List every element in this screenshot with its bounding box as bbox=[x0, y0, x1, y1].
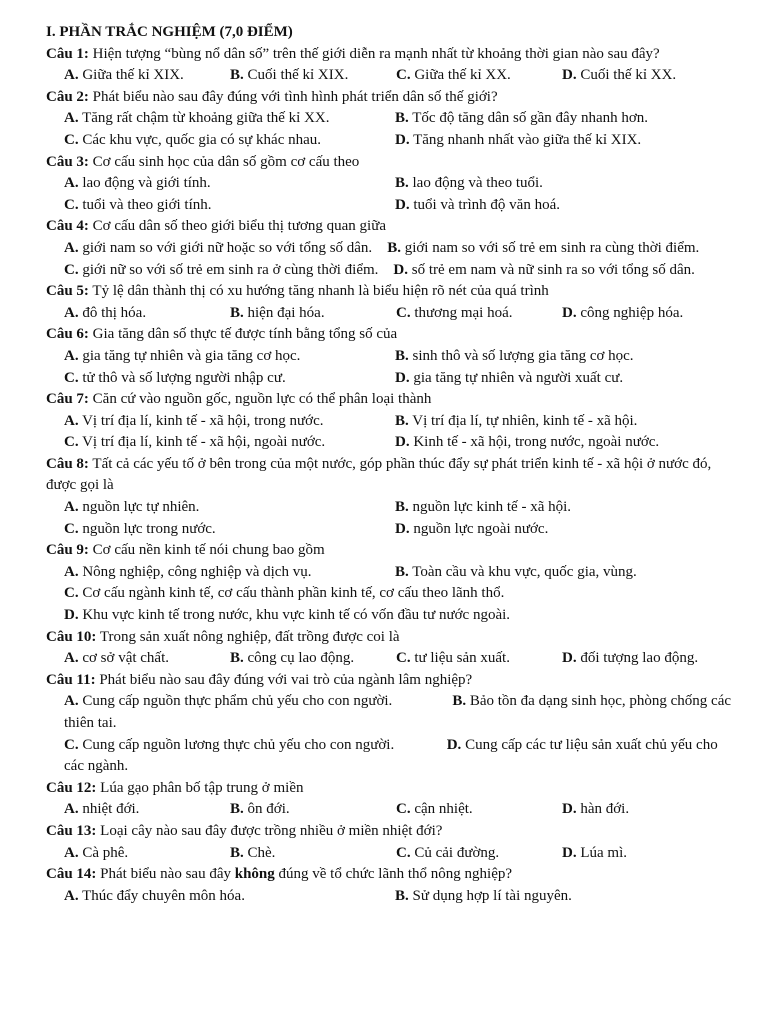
option-b: B. giới nam so với số trẻ em sinh ra cùng thời điểm. bbox=[387, 239, 700, 256]
option-c: C. Vị trí địa lí, kinh tế - xã hội, ngoài nước. bbox=[64, 434, 326, 451]
option-d: D. Khu vực kinh tế trong nước, khu vực kinh tế có vốn đầu tư nước ngoài. bbox=[64, 607, 511, 624]
option-d: D. Tăng nhanh nhất vào giữa thế kỉ XIX. bbox=[395, 131, 642, 148]
question-number: Câu 13: bbox=[46, 822, 97, 839]
option-d: D. số trẻ em nam và nữ sinh ra so với tổng số dân. bbox=[393, 261, 695, 278]
question-text: Phát biểu nào sau đây đúng với vai trò của ngành lâm nghiệp? bbox=[99, 671, 473, 688]
question-3 bbox=[46, 152, 740, 174]
option-a: A. cơ sở vật chất. bbox=[64, 650, 170, 667]
options-row bbox=[46, 411, 740, 433]
question-text: Loại cây nào sau đây được trồng nhiều ở miền nhiệt đới? bbox=[100, 822, 443, 839]
option-d: D. Cuối thế kỉ XX. bbox=[562, 67, 677, 84]
option-d: D. hàn đới. bbox=[562, 801, 630, 818]
option-a: A. Giữa thế kỉ XIX. bbox=[64, 67, 184, 84]
options-row bbox=[46, 648, 740, 670]
question-number: Câu 9: bbox=[46, 542, 89, 559]
question-text: Gia tăng dân số thực tế được tính bằng tổng số của bbox=[92, 326, 398, 343]
option-b: B. Bảo tồn đa dạng sinh học, phòng chống các thiên tai. bbox=[64, 693, 732, 731]
option-b: B. hiện đại hóa. bbox=[230, 304, 325, 321]
options-row bbox=[46, 562, 740, 584]
option-a: A. gia tăng tự nhiên và gia tăng cơ học. bbox=[64, 347, 301, 364]
option-c: C. cận nhiệt. bbox=[396, 801, 473, 818]
options-flow bbox=[46, 691, 740, 734]
question-number: Câu 10: bbox=[46, 628, 97, 645]
option-b: B. công cụ lao động. bbox=[230, 650, 355, 667]
question-number: Câu 11: bbox=[46, 671, 96, 688]
option-b: B. sinh thô và số lượng gia tăng cơ học. bbox=[395, 347, 634, 364]
question-12 bbox=[46, 778, 740, 800]
options-row bbox=[46, 497, 740, 519]
question-text: Cơ cấu nền kinh tế nói chung bao gồm bbox=[92, 542, 325, 559]
option-a: A. đô thị hóa. bbox=[64, 304, 147, 321]
options-row bbox=[46, 65, 740, 87]
option-b: B. Cuối thế kỉ XIX. bbox=[230, 67, 349, 84]
question-text: Phát biểu nào sau đây đúng với tình hình phát triển dân số thế giới? bbox=[92, 88, 498, 105]
option-a: A. Nông nghiệp, công nghiệp và dịch vụ. bbox=[64, 563, 312, 580]
question-text: Cơ cấu dân số theo giới biểu thị tương quan giữa bbox=[92, 218, 387, 235]
options-row bbox=[46, 346, 740, 368]
option-b: B. Toàn cầu và khu vực, quốc gia, vùng. bbox=[395, 563, 637, 580]
question-text: Lúa gạo phân bố tập trung ở miền bbox=[100, 779, 304, 796]
options-row bbox=[46, 303, 740, 325]
question-text: Cơ cấu sinh học của dân số gồm cơ cấu theo bbox=[92, 153, 360, 170]
option-d: D. gia tăng tự nhiên và người xuất cư. bbox=[395, 369, 624, 386]
question-number: Câu 6: bbox=[46, 326, 89, 343]
option-c: C. Cung cấp nguồn lương thực chủ yếu cho con người. bbox=[64, 736, 395, 753]
option-c: C. thương mại hoá. bbox=[396, 304, 513, 321]
options-row bbox=[46, 173, 740, 195]
question-4 bbox=[46, 216, 740, 238]
question-text: Căn cứ vào nguồn gốc, nguồn lực có thể phân loại thành bbox=[92, 391, 432, 408]
question-13 bbox=[46, 821, 740, 843]
question-7 bbox=[46, 389, 740, 411]
question-text-before: Phát biểu nào sau đây bbox=[100, 866, 235, 883]
option-a: A. nguồn lực tự nhiên. bbox=[64, 499, 200, 516]
option-d: D. Lúa mì. bbox=[562, 844, 627, 861]
option-a: A. Cung cấp nguồn thực phẩm chủ yếu cho con người. bbox=[64, 693, 393, 710]
option-a: A. lao động và giới tính. bbox=[64, 175, 211, 192]
question-1 bbox=[46, 44, 740, 66]
question-text: Hiện tượng “bùng nổ dân số” trên thế giới diễn ra mạnh nhất từ khoảng thời gian nào sau đây? bbox=[92, 45, 660, 62]
option-d: D. nguồn lực ngoài nước. bbox=[395, 520, 549, 537]
option-d: D. Cung cấp các tư liệu sản xuất chủ yếu cho các ngành. bbox=[64, 736, 718, 775]
question-11 bbox=[46, 670, 740, 692]
option-b: B. Vị trí địa lí, tự nhiên, kinh tế - xã hội. bbox=[395, 412, 638, 429]
question-text-after: đúng về tổ chức lãnh thổ nông nghiệp? bbox=[274, 866, 513, 883]
option-a: A. Cà phê. bbox=[64, 844, 129, 861]
option-b: B. ôn đới. bbox=[230, 801, 290, 818]
question-number: Câu 8: bbox=[46, 455, 89, 472]
option-b: B. lao động và theo tuổi. bbox=[395, 175, 543, 192]
option-c: C. Giữa thế kỉ XX. bbox=[396, 67, 511, 84]
question-number: Câu 7: bbox=[46, 391, 89, 408]
option-b: B. Chè. bbox=[230, 844, 276, 861]
question-10 bbox=[46, 627, 740, 649]
option-c: C. Củ cải đường. bbox=[396, 844, 500, 861]
option-a: A. Vị trí địa lí, kinh tế - xã hội, trong nước. bbox=[64, 412, 324, 429]
option-c: C. tư liệu sản xuất. bbox=[396, 650, 510, 667]
options-flow bbox=[46, 260, 740, 282]
question-number: Câu 5: bbox=[46, 283, 89, 300]
question-number: Câu 1: bbox=[46, 45, 89, 62]
option-b: B. nguồn lực kinh tế - xã hội. bbox=[395, 499, 572, 516]
option-c: C. Cơ cấu ngành kinh tế, cơ cấu thành phần kinh tế, cơ cấu theo lãnh thổ. bbox=[64, 585, 505, 602]
option-c: C. giới nữ so với số trẻ em sinh ra ở cùng thời điểm. bbox=[64, 261, 379, 278]
options-row bbox=[46, 886, 740, 908]
question-text: Tất cả các yếu tố ở bên trong của một nước, góp phần thúc đẩy sự phát triển kinh tế - xã hội ở nước đó, được gọi là bbox=[46, 455, 712, 494]
option-c: C. tuổi và theo giới tính. bbox=[64, 196, 212, 213]
options-flow bbox=[46, 735, 740, 778]
question-number: Câu 2: bbox=[46, 88, 89, 105]
option-c: C. nguồn lực trong nước. bbox=[64, 520, 216, 537]
options-row bbox=[46, 130, 740, 152]
option-d: D. Kinh tế - xã hội, trong nước, ngoài nước. bbox=[395, 434, 660, 451]
options-row bbox=[46, 799, 740, 821]
option-c: C. Các khu vực, quốc gia có sự khác nhau. bbox=[64, 131, 322, 148]
question-8 bbox=[46, 454, 740, 497]
options-row bbox=[46, 843, 740, 865]
question-14 bbox=[46, 864, 740, 886]
question-text-emphasis: không bbox=[234, 866, 275, 883]
options-flow bbox=[46, 238, 740, 260]
question-number: Câu 14: bbox=[46, 866, 97, 883]
option-a: A. Tăng rất chậm từ khoảng giữa thế kỉ XX. bbox=[64, 110, 330, 127]
question-5 bbox=[46, 281, 740, 303]
options-row bbox=[46, 519, 740, 541]
question-text: Tỷ lệ dân thành thị có xu hướng tăng nhanh là biểu hiện rõ nét của quá trình bbox=[92, 283, 549, 300]
option-b: B. Tốc độ tăng dân số gần đây nhanh hơn. bbox=[395, 110, 649, 127]
options-row bbox=[46, 108, 740, 130]
option-a: A. nhiệt đới. bbox=[64, 801, 140, 818]
section-heading: I. PHẦN TRẮC NGHIỆM (7,0 ĐIỂM) bbox=[46, 24, 293, 40]
option-c: C. tử thô và số lượng người nhập cư. bbox=[64, 369, 286, 386]
option-a: A. Thúc đẩy chuyên môn hóa. bbox=[64, 887, 245, 904]
question-9 bbox=[46, 540, 740, 562]
question-6 bbox=[46, 324, 740, 346]
question-text: Trong sản xuất nông nghiệp, đất trồng được coi là bbox=[99, 628, 400, 645]
options-row bbox=[46, 368, 740, 390]
question-number: Câu 12: bbox=[46, 779, 97, 796]
option-d: D. công nghiệp hóa. bbox=[562, 304, 684, 321]
question-number: Câu 4: bbox=[46, 218, 89, 235]
options-row bbox=[46, 195, 740, 217]
option-a: A. giới nam so với giới nữ hoặc so với tổng số dân. bbox=[64, 239, 373, 256]
options-row bbox=[46, 432, 740, 454]
question-2 bbox=[46, 87, 740, 109]
option-d: D. đối tượng lao động. bbox=[562, 650, 699, 667]
option-b: B. Sử dụng hợp lí tài nguyên. bbox=[395, 887, 572, 904]
question-number: Câu 3: bbox=[46, 153, 89, 170]
option-d: D. tuổi và trình độ văn hoá. bbox=[395, 196, 560, 213]
